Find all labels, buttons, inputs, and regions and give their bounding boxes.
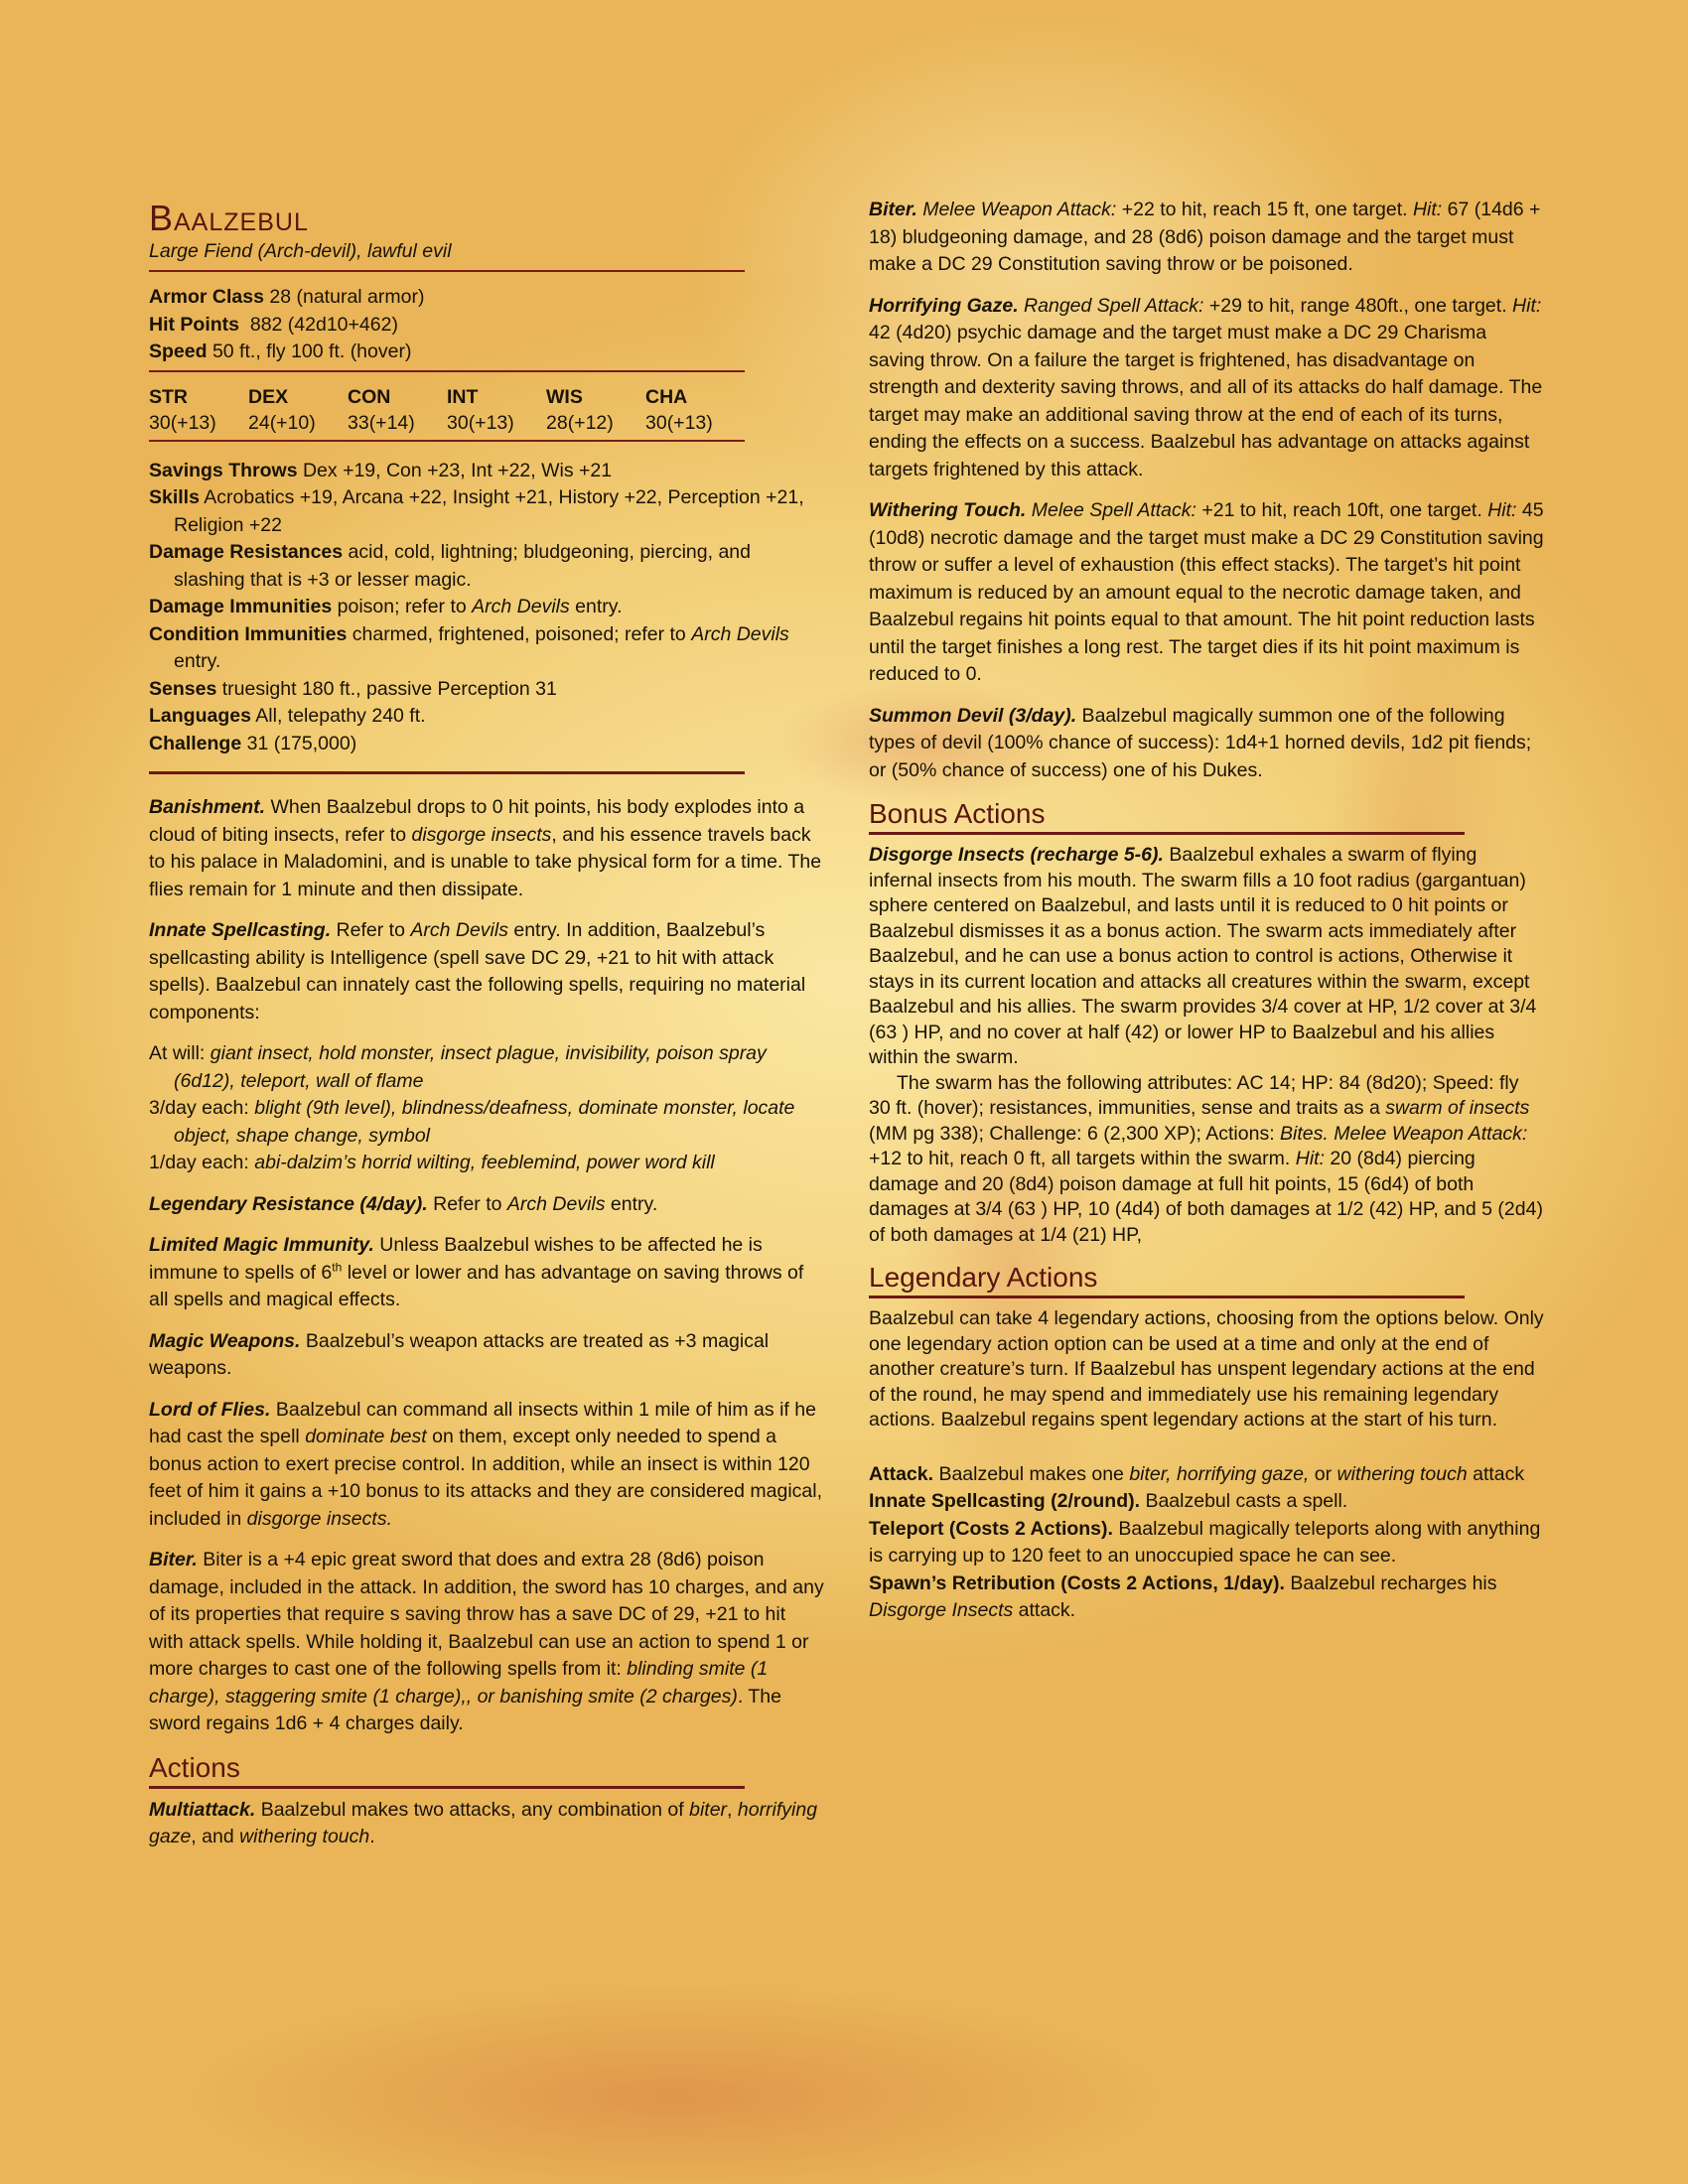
action-summon-devil: Summon Devil (3/day). Baalzebul magically summon one of the following types of devil (100% chance of success): 1d4+1 horned devils, 1d2 pit fiends; or (50% chance of success) one of his Dukes. [869,704,1532,781]
swarm-attributes: The swarm has the following attributes: AC 14; HP: 84 (8d20); Speed: fly 30 ft. (hover); resistances, immunities, sense and traits as a swarm of insects (MM pg 338); Challenge: 6 (2,300 XP); Actions: Bites. Melee Weapon Attack: +12 to hit, reach 0 ft, all targets within the swarm. Hit: 20 (8d4) piercing damage and 20 (8d4) poison damage at full hit points, 15 (6d4) of both damages at 3/4 (63 ) HP, 10 (4d4) of both damages at 1/2 (42) HP, and 5 (2d4) of both damages at 1/4 (21) HP, [869,1071,1543,1246]
trait-limited-magic-immunity: Limited Magic Immunity. Unless Baalzebul wishes to be affected he is immune to spells of 6th level or lower and has advantage on saving throws of all spells and magical effects. [149,1234,804,1310]
legendary-spawns-retribution: Spawn’s Retribution (Costs 2 Actions, 1/day). Baalzebul recharges his Disgorge Insects attack. [869,1571,1497,1621]
divider [869,1296,1465,1298]
challenge: Challenge 31 (175,000) [149,732,357,754]
damage-immunities: Damage Immunities poison; refer to Arch Devils entry. [149,596,623,617]
senses: Senses truesight 180 ft., passive Perception 31 [149,677,557,700]
speed: Speed 50 ft., fly 100 ft. (hover) [149,341,412,362]
divider [149,270,745,272]
divider [869,832,1465,835]
right-column [869,197,1544,1625]
monster-type: Large Fiend (Arch-devil), lawful evil [149,240,452,262]
spells-at-will: At will: giant insect, hold monster, insect plague, invisibility, poison spray (6d12), teleport, wall of flame [149,1042,767,1092]
hit-points: Hit Points 882 (42d10+462) [149,313,398,336]
legendary-attack: Attack. Baalzebul makes one biter, horrifying gaze, or withering touch attack [869,1462,1525,1485]
divider [149,1786,745,1789]
action-biter: Biter. Melee Weapon Attack: +22 to hit, reach 15 ft, one target. Hit: 67 (14d6 + 18) bludgeoning damage, and 28 (8d6) poison damage and the target must make a DC 29 Constitution saving throw or be poisoned. [869,199,1541,275]
ability-dex: DEX 24(+10) [248,385,316,434]
trait-innate-spellcasting: Innate Spellcasting. Refer to Arch Devils entry. In addition, Baalzebul’s spellcasting ability is Intelligence (spell save DC 29, +21 to hit with attack spells). Baalzebul can innately cast the following spells, requiring no material components: [149,919,806,1024]
action-horrifying-gaze: Horrifying Gaze. Ranged Spell Attack: +29 to hit, range 480ft., one target. Hit: 42 (4d20) psychic damage and the target must make a DC 29 Charisma saving throw. On a failure the target is frightened, has disadvantage on strength and dexterity saving throws, and all of its attacks do half damage. The target may make an additional saving throw at the end of each of its turns, ending the effects on a success. Baalzebul has advantage on attacks against targets frightened by this attack. [869,294,1543,480]
trait-banishment: Banishment. When Baalzebul drops to 0 hit points, his body explodes into a cloud of biting insects, refer to disgorge insects, and his essence travels back to his palace in Maladomini, and is unable to take physical form for a time. The flies remain for 1 minute and then dissipate. [149,796,822,900]
ability-str: STR 30(+13) [149,385,216,434]
spells-1-day: 1/day each: abi-dalzim’s horrid wilting, feeblemind, power word kill [149,1152,715,1173]
trait-legendary-resistance: Legendary Resistance (4/day). Refer to Arch Devils entry. [149,1192,658,1215]
left-column [149,199,824,1865]
legendary-teleport: Teleport (Costs 2 Actions). Baalzebul magically teleports along with anything is carrying up to 120 feet to an unoccupied space he can see. [869,1517,1541,1567]
divider [149,771,745,774]
ability-cha: CHA 30(+13) [645,385,713,434]
ability-con: CON 33(+14) [348,385,415,434]
armor-class: Armor Class 28 (natural armor) [149,286,425,308]
action-withering-touch: Withering Touch. Melee Spell Attack: +21 to hit, reach 10ft, one target. Hit: 45 (10d8) necrotic damage and the target must make a DC 29 Constitution saving throw or suffer a level of exhaustion (this effect stacks). The target’s hit point maximum is reduced by an amount equal to the necrotic damage taken, and Baalzebul regains hit points equal to that amount. The hit point reduction lasts until the target finishes a long rest. The target dies if its hit point maximum is reduced to 0. [869,499,1544,685]
ability-wis: WIS 28(+12) [546,385,614,434]
trait-biter: Biter. Biter is a +4 epic great sword that does and extra 28 (8d6) poison damage, included in the attack. In addition, the sword has 10 charges, and any of its properties that require s saving throw has a save DC of 29, +21 to hit with attack spells. While holding it, Baalzebul can use an action to spend 1 or more charges to cast one of the following spells from it: blinding smite (1 charge), staggering smite (1 charge),, or banishing smite (2 charges). The sword regains 1d6 + 4 charges daily. [149,1549,824,1734]
actions-heading: Actions [149,1751,240,1783]
legendary-actions-heading: Legendary Actions [869,1262,1098,1293]
languages: Languages All, telepathy 240 ft. [149,705,426,727]
spells-3-day: 3/day each: blight (9th level), blindness/deafness, dominate monster, locate object, shape change, symbol [149,1097,795,1147]
legendary-innate-spellcasting: Innate Spellcasting (2/round). Baalzebul casts a spell. [869,1490,1348,1512]
trait-lord-of-flies: Lord of Flies. Baalzebul can command all insects within 1 mile of him as if he had cast the spell dominate best on them, except only needed to spend a bonus action to exert precise control. In addition, while an insect is within 120 feet of him it gains a +10 bonus to its attacks and they are considered magical, included in disgorge insects. [149,1398,823,1530]
divider [149,370,745,372]
skills: Skills Acrobatics +19, Arcana +22, Insight +21, History +22, Perception +21, Religion +22 [149,486,804,536]
ability-int: INT 30(+13) [447,385,514,434]
action-multiattack: Multiattack. Baalzebul makes two attacks, any combination of biter, horrifying gaze, and withering touch. [149,1798,818,1847]
condition-immunities: Condition Immunities charmed, frightened, poisoned; refer to Arch Devils entry. [149,622,789,672]
bonus-actions-heading: Bonus Actions [869,798,1046,829]
damage-resistances: Damage Resistances acid, cold, lightning; bludgeoning, piercing, and slashing that is +3 or lesser magic. [149,541,751,591]
trait-magic-weapons: Magic Weapons. Baalzebul’s weapon attacks are treated as +3 magical weapons. [149,1329,770,1379]
legendary-intro: Baalzebul can take 4 legendary actions, choosing from the options below. Only one legendary action option can be used at a time and only at the end of another creature’s turn. If Baalzebul has unspent legendary actions at the end of the round, he may spend and immediately use his remaining legendary actions. Baalzebul regains spent legendary actions at the start of his turn. [869,1307,1544,1431]
ability-scores [149,384,745,436]
monster-name: Baalzebul [149,198,309,238]
saving-throws: Savings Throws Dex +19, Con +23, Int +22, Wis +21 [149,459,613,481]
divider [149,440,745,442]
bonus-disgorge-insects: Disgorge Insects (recharge 5-6). Baalzebul exhales a swarm of flying infernal insects from his mouth. The swarm fills a 10 foot radius (gargantuan) sphere centered on Baalzebul, and lasts until it is reduced to 0 hit points or Baalzebul dismisses it as a bonus action. The swarm acts immediately after Baalzebul, and he can use a bonus action to control is actions, Otherwise it stays in its current location and attacks all creatures within the swarm, except Baalzebul and his allies. The swarm provides 3/4 cover at HP, 1/2 cover at 3/4 (63 ) HP, and no cover at half (42) or lower HP to Baalzebul and his allies within the swarm. [869,844,1537,1068]
